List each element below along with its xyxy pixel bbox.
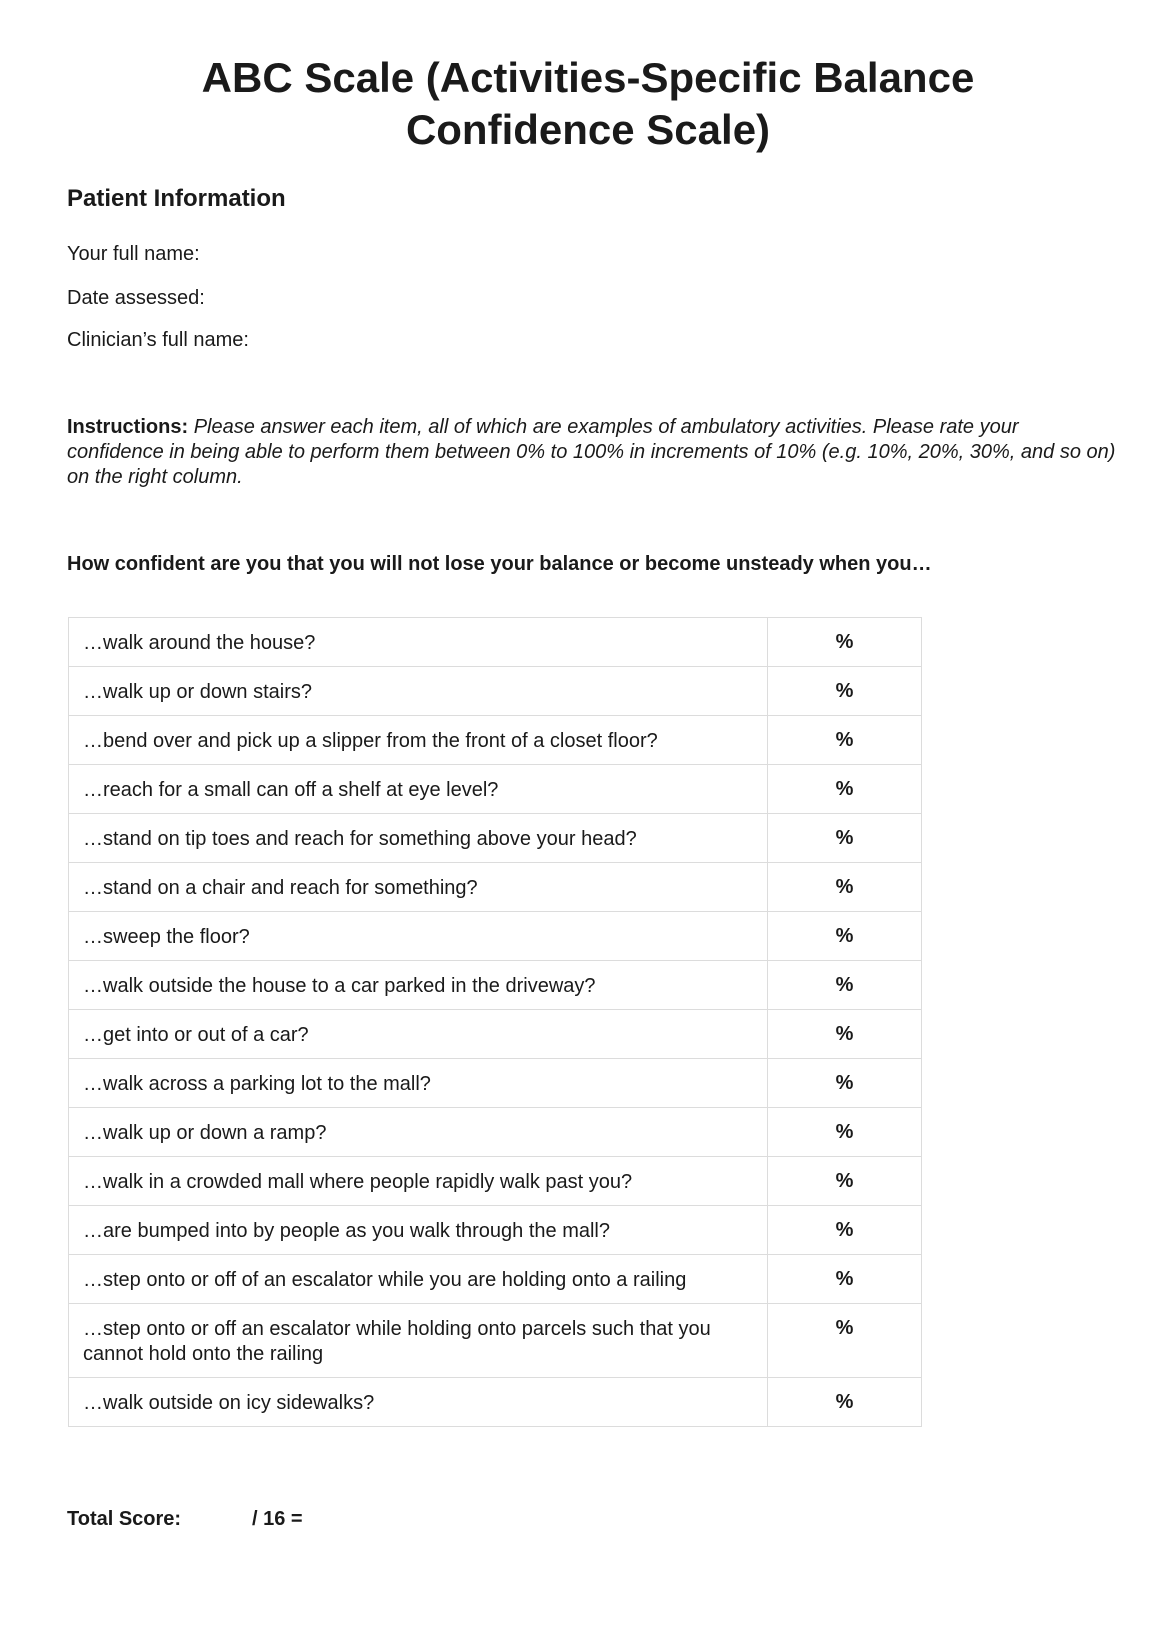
table-row xyxy=(69,765,922,814)
percent-input-cell[interactable]: % xyxy=(768,1010,922,1059)
table-row xyxy=(69,1378,922,1427)
table-row xyxy=(69,961,922,1010)
question-prompt: How confident are you that you will not lose your balance or become unsteady when you… xyxy=(67,553,932,575)
activity-item: …stand on a chair and reach for something? xyxy=(69,863,768,912)
activity-item: …step onto or off of an escalator while you are holding onto a railing xyxy=(69,1255,768,1304)
percent-input-cell[interactable]: % xyxy=(768,961,922,1010)
activity-item: …get into or out of a car? xyxy=(69,1010,768,1059)
percent-input-cell[interactable]: % xyxy=(768,716,922,765)
activity-item: …walk outside on icy sidewalks? xyxy=(69,1378,768,1427)
activity-item: …stand on tip toes and reach for something above your head? xyxy=(69,814,768,863)
activity-item: …walk up or down stairs? xyxy=(69,667,768,716)
table-row xyxy=(69,1255,922,1304)
activity-item: …walk up or down a ramp? xyxy=(69,1108,768,1157)
percent-input-cell[interactable]: % xyxy=(768,1108,922,1157)
percent-input-cell[interactable]: % xyxy=(768,863,922,912)
table-row xyxy=(69,1059,922,1108)
page-title xyxy=(0,52,1176,156)
percent-input-cell[interactable]: % xyxy=(768,1378,922,1427)
percent-input-cell[interactable]: % xyxy=(768,765,922,814)
table-row xyxy=(69,912,922,961)
total-score-label: Total Score: xyxy=(67,1508,182,1530)
activity-item: …walk around the house? xyxy=(69,618,768,667)
percent-input-cell[interactable]: % xyxy=(768,1206,922,1255)
table-row xyxy=(69,1157,922,1206)
activity-item: …walk in a crowded mall where people rapidly walk past you? xyxy=(69,1157,768,1206)
table-row xyxy=(69,667,922,716)
activity-item: …are bumped into by people as you walk through the mall? xyxy=(69,1206,768,1255)
activity-item: …step onto or off an escalator while holding onto parcels such that you cannot hold onto the railing xyxy=(69,1304,768,1378)
activity-item: …sweep the floor? xyxy=(69,912,768,961)
percent-input-cell[interactable]: % xyxy=(768,1157,922,1206)
table-row xyxy=(69,1010,922,1059)
instructions xyxy=(67,415,1117,490)
clinician-name-field[interactable]: Clinician’s full name: xyxy=(67,329,249,351)
percent-input-cell[interactable]: % xyxy=(768,618,922,667)
instructions-text: Please answer each item, all of which are examples of ambulatory activities. Please rate your confidence in being able to perform them between 0% to 100% in increments of 10% (e.g. 10%, 20%, 30%, and so on) on the right column. xyxy=(67,416,1116,488)
table-row xyxy=(69,814,922,863)
activity-item: …reach for a small can off a shelf at eye level? xyxy=(69,765,768,814)
table-row xyxy=(69,863,922,912)
patient-info-heading: Patient Information xyxy=(67,185,286,212)
table-row xyxy=(69,1304,922,1378)
activity-item: …bend over and pick up a slipper from the front of a closet floor? xyxy=(69,716,768,765)
title-line-2: Confidence Scale) xyxy=(405,106,771,153)
percent-input-cell[interactable]: % xyxy=(768,1255,922,1304)
table-row xyxy=(69,1206,922,1255)
activity-item: …walk across a parking lot to the mall? xyxy=(69,1059,768,1108)
instructions-label: Instructions: xyxy=(67,416,189,438)
percent-input-cell[interactable]: % xyxy=(768,814,922,863)
activity-item: …walk outside the house to a car parked in the driveway? xyxy=(69,961,768,1010)
full-name-field[interactable]: Your full name: xyxy=(67,243,200,265)
percent-input-cell[interactable]: % xyxy=(768,667,922,716)
title-line-1: ABC Scale (Activities-Specific Balance xyxy=(201,54,975,101)
percent-input-cell[interactable]: % xyxy=(768,1059,922,1108)
table-row xyxy=(69,618,922,667)
activities-table xyxy=(68,617,922,1427)
table-row xyxy=(69,1108,922,1157)
total-score xyxy=(67,1508,303,1531)
percent-input-cell[interactable]: % xyxy=(768,1304,922,1378)
percent-input-cell[interactable]: % xyxy=(768,912,922,961)
table-row xyxy=(69,716,922,765)
total-score-denominator: / 16 = xyxy=(252,1508,303,1530)
date-assessed-field[interactable]: Date assessed: xyxy=(67,287,205,309)
